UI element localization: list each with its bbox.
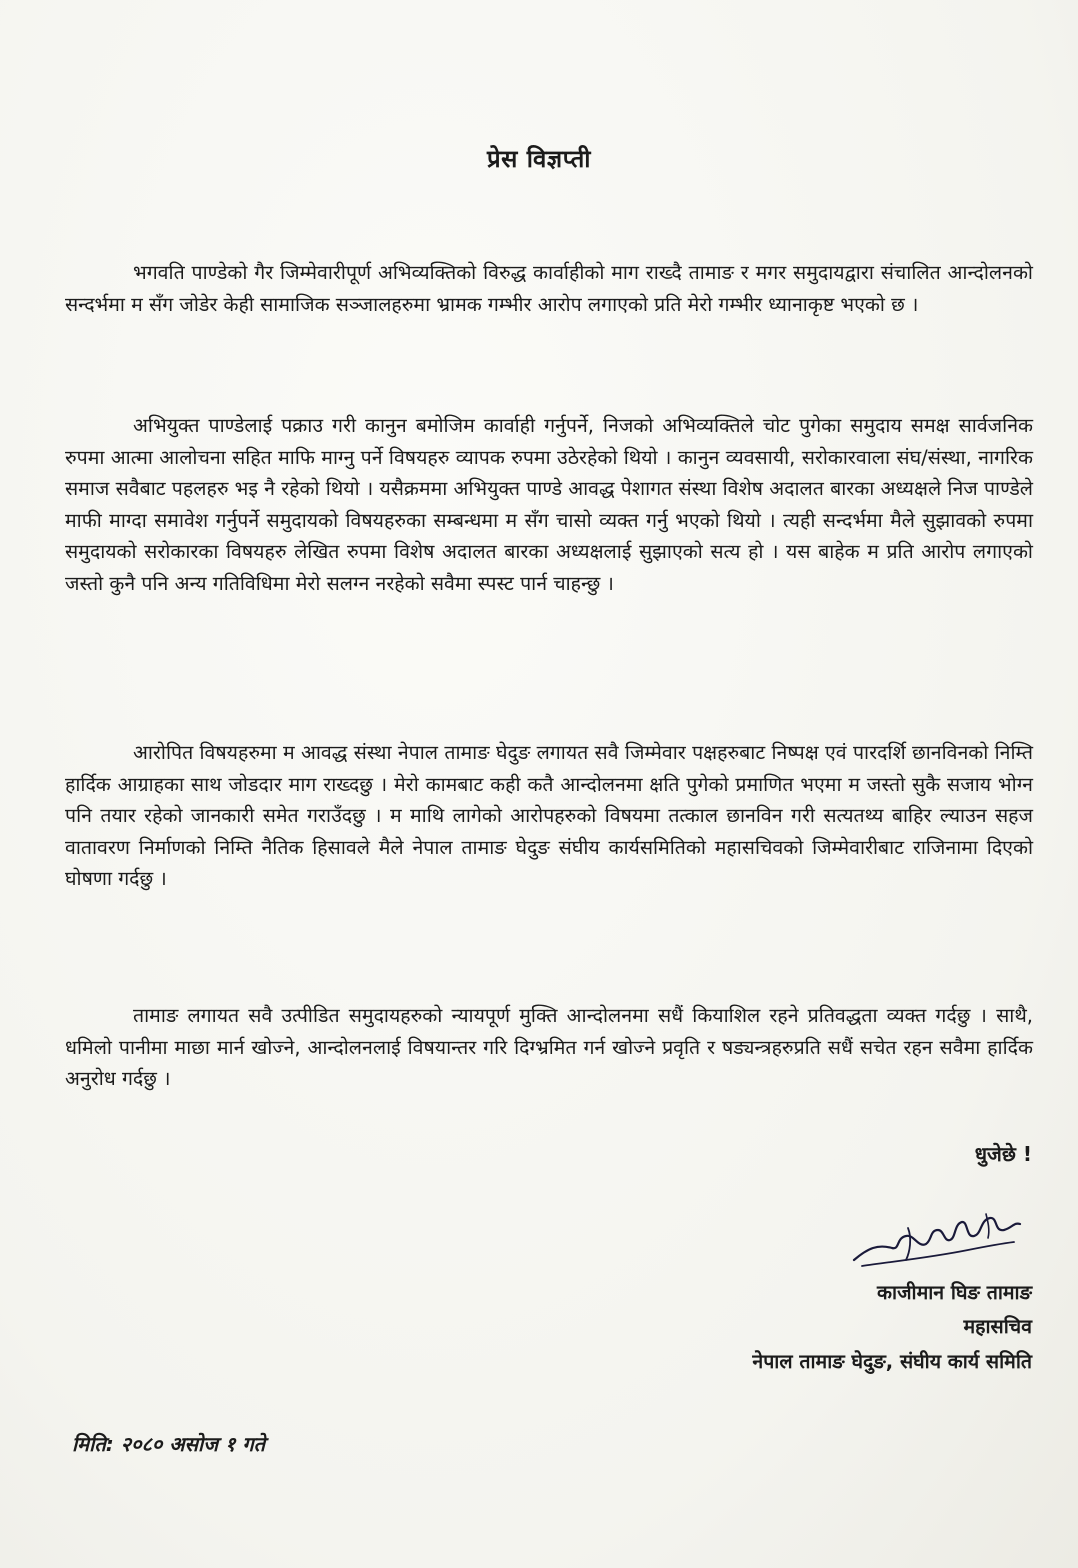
document-date: मिति: २०८० असोज १ गते [72, 1432, 266, 1456]
paragraph-3: आरोपित विषयहरुमा म आवद्ध संस्था नेपाल तामाङ घेदुङ लगायत सवै जिम्मेवार पक्षहरुबाट निष्पक्ष एवं पारदर्शि छानविनको निम्ति हार्दिक आग्राहका साथ जोडदार माग राख्दछु । मेरो कामबाट कही कतै आन्दोलनमा क्षति पुगेको प्रमाणित भएमा म जस्तो सुकै सजाय भोग्न पनि तयार रहेको जानकारी समेत गराउँदछु । म माथि लागेको आरोपहरुको विषयमा तत्काल छानविन गरी सत्यतथ्य बाहिर ल्याउन सहज वातावरण निर्माणको निम्ति नैतिक हिसावले मैले नेपाल तामाङ घेदुङ संघीय कार्यसमितिको महासचिवको जिम्मेवारीबाट राजिनामा दिएको घोषणा गर्दछु । [65, 741, 1033, 890]
paragraph-1: भगवति पाण्डेको गैर जिम्मेवारीपूर्ण अभिव्यक्तिको विरुद्ध कार्वाहीको माग राख्दै तामाङ र मगर समुदायद्वारा संचालित आन्दोलनको सन्दर्भमा म सँग जोडेर केही सामाजिक सञ्जालहरुमा भ्रामक गम्भीर आरोप लगाएको प्रति मेरो गम्भीर ध्यानाकृष्ट भएको छ । [65, 261, 1033, 316]
paragraph-4: तामाङ लगायत सवै उत्पीडित समुदायहरुको न्यायपूर्ण मुक्ति आन्दोलनमा सधैं कियाशिल रहने प्रतिवद्धता व्यक्त गर्दछु । साथै, धमिलो पानीमा माछा मार्न खोज्ने, आन्दोलनलाई विषयान्तर गरि दिग्भ्रमित गर्न खोज्ने प्रवृति र षड्यन्त्रहरुप्रति सधैं सचेत रहन सवैमा हार्दिक अनुरोध गर्दछु । [65, 1004, 1033, 1090]
signatory-title: महासचिव [963, 1315, 1032, 1338]
closing-thanks: धुजेछे ! [974, 1142, 1032, 1166]
signatory-organization: नेपाल तामाङ घेदुङ, संघीय कार्य समिति [752, 1350, 1032, 1373]
handwritten-signature [848, 1208, 1028, 1278]
paragraph-2: अभियुक्त पाण्डेलाई पक्राउ गरी कानुन बमोजिम कार्वाही गर्नुपर्ने, निजको अभिव्यक्तिले चोट पुगेका समुदाय समक्ष सार्वजनिक रुपमा आत्मा आलोचना सहित माफि माग्नु पर्ने विषयहरु व्यापक रुपमा उठेरहेको थियो । कानुन व्यवसायी, सरोकारवाला संघ/संस्था, नागरिक समाज सवैबाट पहलहरु भइ नै रहेको थियो । यसैक्रममा अभियुक्त पाण्डे आवद्ध पेशागत संस्था विशेष अदालत बारका अध्यक्षले निज पाण्डेले माफी माग्दा समावेश गर्नुपर्ने समुदायको विषयहरुका सम्बन्धमा म सँग चासो व्यक्त गर्नु भएको थियो । त्यही सन्दर्भमा मैले सुझावको रुपमा समुदायको सरोकारका विषयहरु लेखित रुपमा विशेष अदालत बारका अध्यक्षलाई सुझाएको सत्य हो । यस बाहेक म प्रति आरोप लगाएको जस्तो कुनै पनि अन्य गतिविधिमा मेरो सलग्न नरहेको सवैमा स्पस्ट पार्न चाहन्छु । [65, 414, 1033, 595]
document-title: प्रेस विज्ञप्ती [487, 145, 591, 173]
signatory-name: काजीमान घिङ तामाङ [877, 1281, 1032, 1304]
